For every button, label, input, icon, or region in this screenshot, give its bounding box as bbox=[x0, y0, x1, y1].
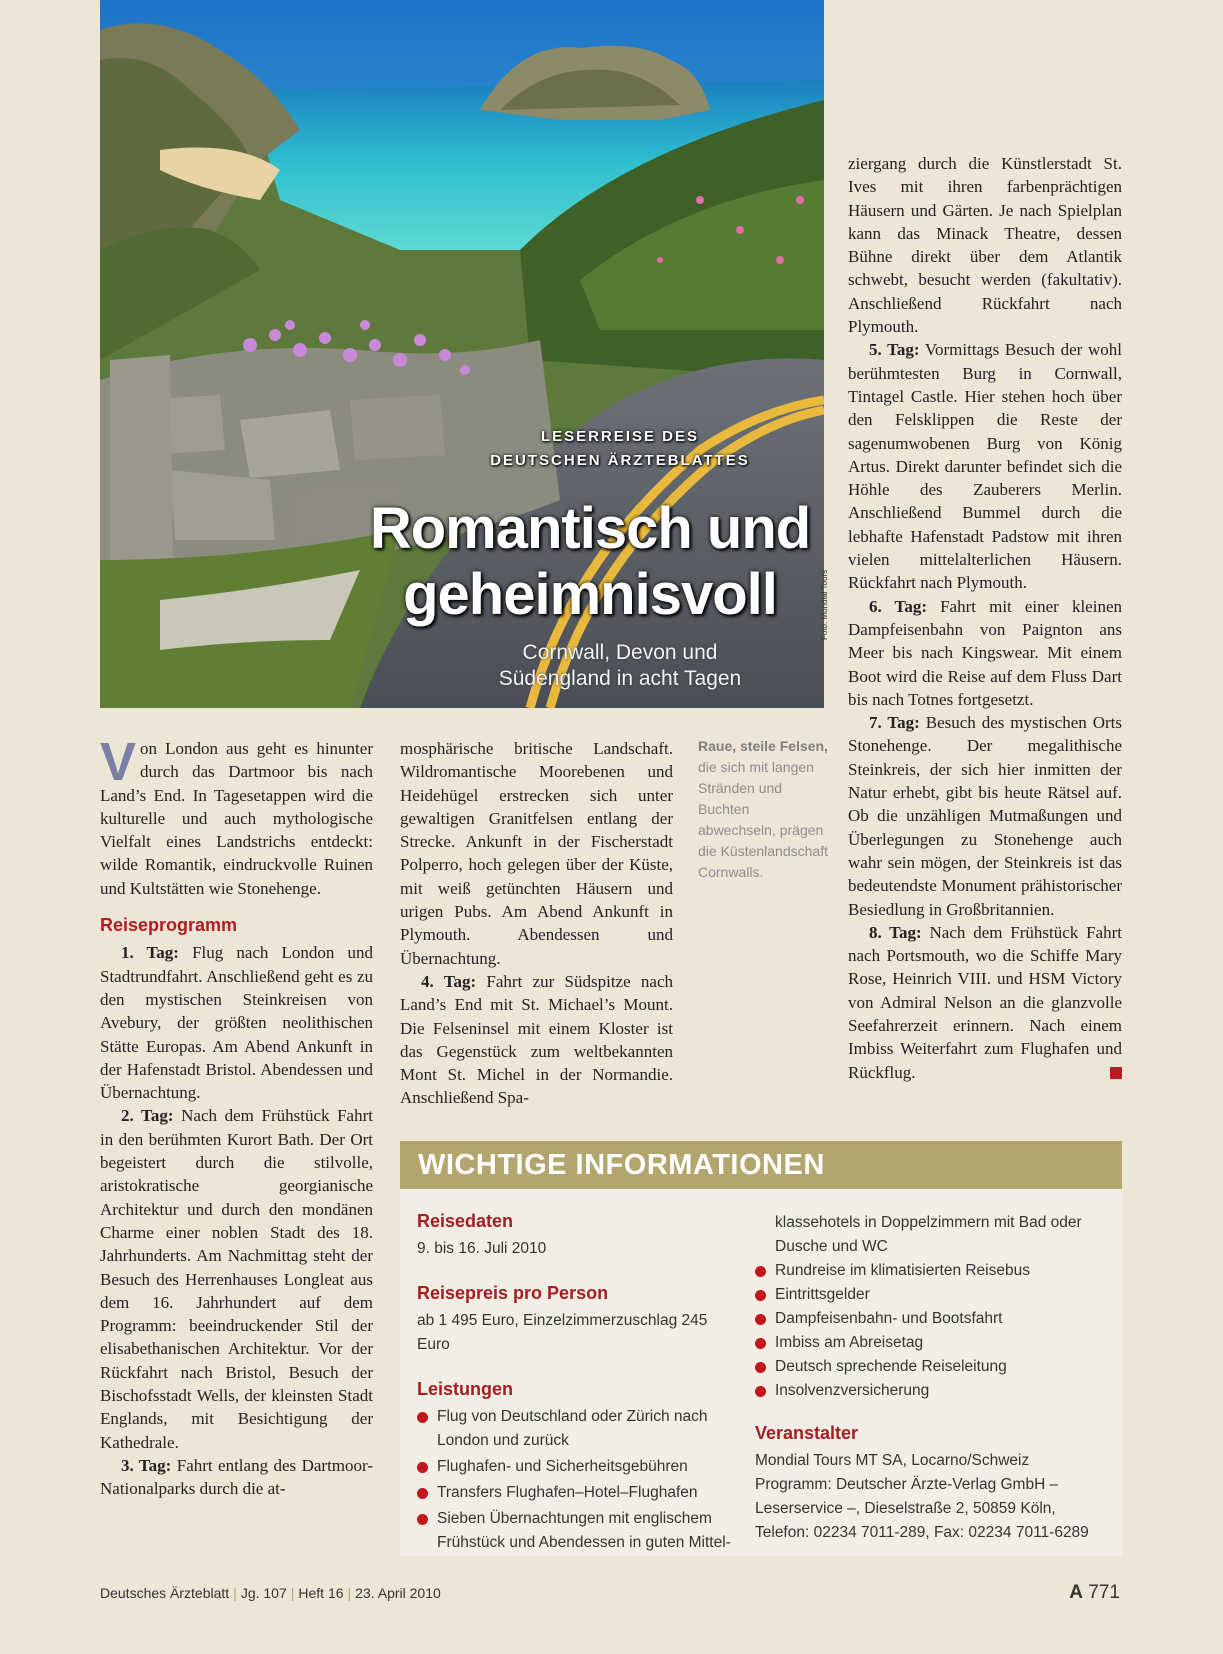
day2-label: 2. Tag: bbox=[121, 1106, 174, 1126]
list-item: Dampfeisenbahn- und Bootsfahrt bbox=[755, 1307, 1095, 1331]
subhead-line1: Cornwall, Devon und bbox=[522, 641, 718, 664]
end-mark-icon bbox=[1110, 1067, 1122, 1079]
veranstalter-title: Veranstalter bbox=[755, 1423, 859, 1443]
bullet-icon bbox=[755, 1266, 766, 1277]
reisedaten-title: Reisedaten bbox=[417, 1211, 514, 1231]
separator: | bbox=[347, 1585, 352, 1601]
page-number: A 771 bbox=[1069, 1582, 1120, 1603]
day6-text: Fahrt mit einer kleinen Dampfeisenbahn von Paignton ans Meer bis nach Kingswear. Mit einem Boot wird die Reise auf dem Fluss Dart bis nach Totnes fortgesetzt. bbox=[848, 596, 1122, 709]
leistungen-list bbox=[417, 1405, 737, 1555]
info-box bbox=[400, 1141, 1122, 1556]
day3-text: Fahrt entlang des Dartmoor-Nationalparks durch die at- bbox=[100, 1455, 373, 1499]
bullet-icon bbox=[755, 1338, 766, 1349]
headline-line2: geheimnisvoll bbox=[403, 562, 777, 627]
veranstalter-line2: Programm: Deutscher Ärzte-Verlag GmbH – Leserservice –, Dieselstraße 2, 50859 Köln, Telefon: 02234 7011-289, Fax: 02234 7011-6289 bbox=[755, 1476, 1089, 1541]
list-item: Flughafen- und Sicherheitsgebühren bbox=[417, 1455, 737, 1479]
separator: | bbox=[290, 1585, 295, 1601]
info-box-header: WICHTIGE INFORMATIONEN bbox=[400, 1141, 1122, 1189]
day3-label: 3. Tag: bbox=[121, 1455, 172, 1475]
reisepreis-title: Reisepreis pro Person bbox=[417, 1283, 609, 1303]
bullet-icon bbox=[417, 1514, 428, 1525]
day5-text: Vormittags Besuch der wohl berühmtesten Burg in Cornwall, Tintagel Castle. Hier stehen hoch über den Felsklippen die Reste der sagenumwobenen Burg von König Artus. Direkt darunter befindet sich die Höhle des Zauberers Merlin. Anschließend Bummel durch die lebhafte Hafenstadt Padstow mit ihren vielen mittelalterlichen Häusern. Rückfahrt nach Plymouth. bbox=[848, 340, 1122, 593]
day7-text: Besuch des mystischen Orts Stonehenge. Der megalithische Steinkreis, der sich hier inmitten der Natur erhebt, gibt bis heute Rätsel auf. Ob die unzähligen Mutmaßungen und Überlegungen zu Stonehenge auch wahr sein mögen, der Steinkreis ist das bedeutendste Monument prähistorischer Besiedlung in Großbritannien. bbox=[848, 713, 1122, 919]
caption-text: die sich mit langen Stränden und Buchten abwechseln, prägen die Küstenlandschaft Cornwalls. bbox=[698, 759, 828, 880]
info-left-column bbox=[417, 1209, 737, 1555]
journal-name: Deutsches Ärzteblatt bbox=[100, 1585, 230, 1601]
bullet-icon bbox=[755, 1362, 766, 1373]
veranstalter-line1: Mondial Tours MT SA, Locarno/Schweiz bbox=[755, 1452, 1030, 1469]
day2-text: Nach dem Frühstück Fahrt in den berühmten Kurort Bath. Der Ort begeistert durch die stilvolle, aristokratische georgianische Architektur und durch den mondänen Charme einer noblen Stadt des 18. Jahrhunderts. Am Nachmittag steht der Besuch des Herrenhauses Longleat aus dem 16. Jahrhundert auf dem Programm: beeindruckender Stil der elisabethanischen Architektur. Vor der Rückfahrt nach Bristol, Besuch der Bischofsstadt Wells, der kleinsten Stadt Englands, mit Besichtigung der Kathedrale. bbox=[100, 1106, 373, 1452]
leistungen-list-continued bbox=[755, 1259, 1095, 1403]
journal-date: 23. April 2010 bbox=[355, 1585, 441, 1601]
list-item: Transfers Flughafen–Hotel–Flughafen bbox=[417, 1481, 737, 1505]
leistungen-title: Leistungen bbox=[417, 1379, 514, 1399]
article-column-3 bbox=[848, 152, 1122, 1084]
reisepreis-text: ab 1 495 Euro, Einzelzimmerzuschlag 245 Euro bbox=[417, 1312, 708, 1353]
reisedaten-text: 9. bis 16. Juli 2010 bbox=[417, 1240, 547, 1257]
photo-credit: Foto: Mondial Tours bbox=[820, 569, 829, 640]
day8-text: Nach dem Frühstück Fahrt nach Portsmouth, wo die Schiffe Mary Rose, Heinrich VIII. und HSM Victory von Admiral Nelson an die glanzvolle Seefahrerzeit erinnern. Nach einem Imbiss Weiterfahrt zum Flughafen und Rückflug. bbox=[848, 922, 1122, 1082]
page-footer bbox=[100, 1582, 1120, 1603]
day1-label: 1. Tag: bbox=[121, 943, 179, 963]
list-item: Sieben Übernachtungen mit englischem Frühstück und Abendessen in guten Mittel- bbox=[417, 1507, 737, 1555]
drop-cap: V bbox=[100, 732, 137, 792]
photo-caption bbox=[698, 736, 828, 883]
separator: | bbox=[233, 1585, 237, 1601]
list-item: Rundreise im klimatisierten Reisebus bbox=[755, 1259, 1095, 1283]
intro-text: on London aus geht es hinunter durch das Dartmoor bis nach Land’s End. In Tagesetappen wird die kulturelle und auch mythologische Vielfalt eines Landstrichs entdeckt: wilde Romantik, eindruckvolle Ruinen und Kultstätten wie Stonehenge. bbox=[100, 739, 373, 898]
day8-label: 8. Tag: bbox=[869, 922, 922, 942]
col2-text: mosphärische britische Landschaft. Wildromantische Moorebenen und Heidehügel erstrecken sich unter gewaltigen Granitfelsen entlang der Strecke. Ankunft in der Fischerstadt Polperro, hoch gelegen über der Küste, mit weiß getünchten Häusern und urigen Pubs. Am Abend Ankunft in Plymouth. Abendessen und Übernachtung. bbox=[400, 739, 673, 968]
list-item: Flug von Deutschland oder Zürich nach London und zurück bbox=[417, 1405, 737, 1453]
bullet-icon bbox=[417, 1488, 428, 1499]
headline-line1: Romantisch und bbox=[369, 496, 811, 561]
day5-label: 5. Tag: bbox=[869, 340, 920, 360]
journal-issue: Heft 16 bbox=[298, 1585, 344, 1601]
hero-photo bbox=[100, 0, 824, 708]
bullet-icon bbox=[755, 1290, 766, 1301]
list-item: Eintrittsgelder bbox=[755, 1283, 1095, 1307]
list-item: Insolvenzversicherung bbox=[755, 1379, 1095, 1403]
day4-label: 4. Tag: bbox=[421, 971, 477, 991]
article-column-2 bbox=[400, 737, 673, 1110]
bullet-icon bbox=[417, 1412, 428, 1423]
info-right-column bbox=[755, 1211, 1095, 1545]
article-column-1 bbox=[100, 732, 373, 1501]
day1-text: Flug nach London und Stadtrundfahrt. Anschließend geht es zu den mystischen Steinkreisen von Avebury, der größten neolithischen Stätte Europas. Am Abend Ankunft in der Hafenstadt Bristol. Abendessen und Übernachtung. bbox=[100, 943, 373, 1103]
list-item: Deutsch sprechende Reiseleitung bbox=[755, 1355, 1095, 1379]
bullet-icon bbox=[417, 1462, 428, 1473]
day4-text: Fahrt zur Südspitze nach Land’s End mit St. Michael’s Mount. Die Felseninsel mit einem Kloster ist das Gegenstück zum weltbekannten Mont St. Michel in der Normandie. Anschließend Spa- bbox=[400, 971, 673, 1108]
day7-label: 7. Tag: bbox=[869, 713, 920, 733]
journal-volume: Jg. 107 bbox=[240, 1585, 287, 1601]
bullet-icon bbox=[755, 1386, 766, 1397]
caption-bold: Raue, steile Felsen, bbox=[698, 738, 828, 754]
subhead-line2: Südengland in acht Tagen bbox=[498, 667, 742, 690]
kicker-line2: DEUTSCHEN ÄRZTEBLATTES bbox=[490, 452, 750, 469]
col3-text: ziergang durch die Künstlerstadt St. Ives mit ihren farbenprächtigen Häusern und Gärten. Je nach Spielplan kann das Minack Theatre, dessen Bühne direkt über dem Atlantik schwebt, besucht werden (fakultativ). Anschließend Rückfahrt nach Plymouth. bbox=[848, 154, 1122, 337]
kicker-line1: LESERREISE DES bbox=[540, 428, 700, 445]
bullet-icon bbox=[755, 1314, 766, 1325]
day6-label: 6. Tag: bbox=[869, 596, 927, 616]
list-item: Imbiss am Abreisetag bbox=[755, 1331, 1095, 1355]
leistungen-continued: klassehotels in Doppelzimmern mit Bad oder Dusche und WC bbox=[775, 1214, 1082, 1255]
section-title-reiseprogramm: Reiseprogramm bbox=[100, 915, 238, 936]
